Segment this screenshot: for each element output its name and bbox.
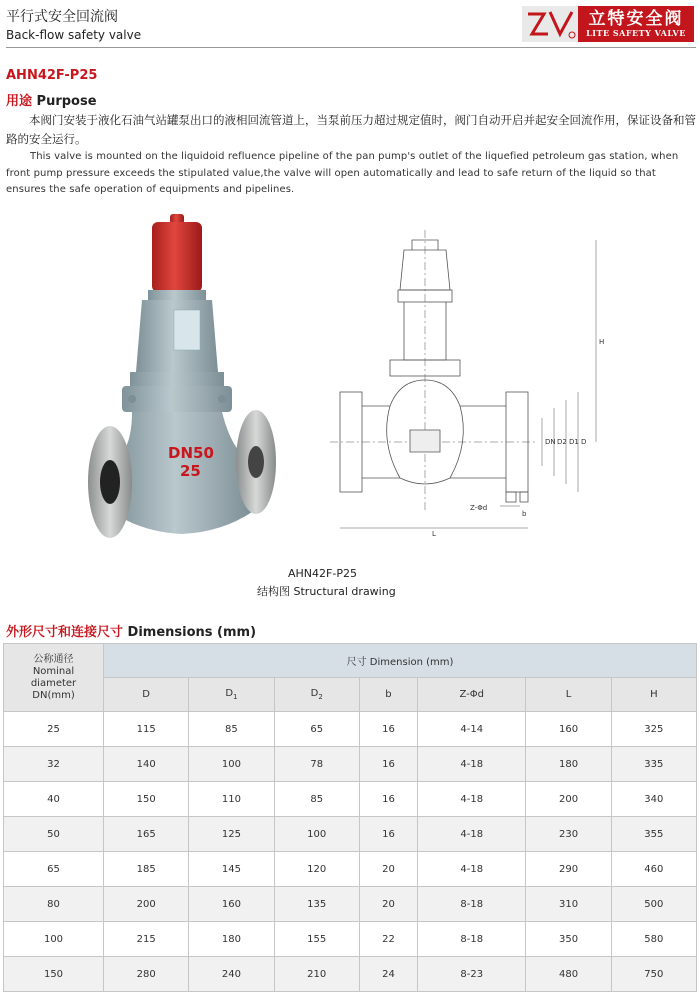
table-cell: 40 <box>4 782 104 817</box>
purpose-text-cn: 本阀门安装于液化石油气站罐泵出口的液相回流管道上，当泵前压力超过规定值时，阀门自动开启并起安全回流作用，保证设备和管路的安全运行。 <box>6 113 696 146</box>
col-header-d2: $D_2$ <box>274 678 359 712</box>
table-cell: 180 <box>189 922 274 957</box>
structural-drawing <box>320 230 620 540</box>
dim-label-d: D <box>581 438 587 446</box>
drawing-caption-title: 结构图 Structural drawing <box>257 585 396 598</box>
table-cell: 85 <box>189 712 274 747</box>
table-cell: 22 <box>359 922 417 957</box>
table-cell: 180 <box>526 747 611 782</box>
table-row <box>4 887 697 922</box>
dim-label-zd: Z-Φd <box>470 504 488 512</box>
table-cell: 310 <box>526 887 611 922</box>
page-header <box>0 0 700 50</box>
table-cell: 8-18 <box>418 922 526 957</box>
table-cell: 500 <box>611 887 696 922</box>
table-cell: 25 <box>4 712 104 747</box>
table-cell: 4-18 <box>418 817 526 852</box>
table-cell: 240 <box>189 957 274 992</box>
brand-logo <box>522 6 694 42</box>
table-cell: 16 <box>359 817 417 852</box>
table-cell: 150 <box>104 782 189 817</box>
table-cell: 8-18 <box>418 887 526 922</box>
table-cell: 200 <box>526 782 611 817</box>
table-cell: 85 <box>274 782 359 817</box>
dim-label-d1: D1 <box>569 438 579 446</box>
col-header-zd: Z-Φd <box>418 678 526 712</box>
table-row <box>4 712 697 747</box>
table-cell: 120 <box>274 852 359 887</box>
table-cell: 750 <box>611 957 696 992</box>
table-cell: 100 <box>4 922 104 957</box>
table-cell: 4-18 <box>418 782 526 817</box>
col-header-d: D <box>104 678 189 712</box>
table-cell: 16 <box>359 782 417 817</box>
dimensions-heading-cn: 外形尺寸和连接尺寸 <box>6 625 124 640</box>
col-header-l: L <box>526 678 611 712</box>
table-cell: 290 <box>526 852 611 887</box>
dim-label-d2: D2 <box>557 438 567 446</box>
table-row <box>4 747 697 782</box>
table-cell: 140 <box>104 747 189 782</box>
table-cell: 185 <box>104 852 189 887</box>
dimensions-heading-en: Dimensions (mm) <box>127 625 257 640</box>
table-cell: 78 <box>274 747 359 782</box>
table-cell: 20 <box>359 852 417 887</box>
table-cell: 340 <box>611 782 696 817</box>
table-cell: 160 <box>526 712 611 747</box>
dimensions-table <box>3 643 697 992</box>
table-cell: 150 <box>4 957 104 992</box>
table-cell: 350 <box>526 922 611 957</box>
product-title-cn: 平行式安全回流阀 <box>6 9 118 25</box>
table-cell: 160 <box>189 887 274 922</box>
brand-mark-icon <box>522 6 578 42</box>
table-cell: 80 <box>4 887 104 922</box>
purpose-text-en: This valve is mounted on the liquidoid refluence pipeline of the pan pump's outlet of the liquefied petroleum gas station, when front pump pressure exceeds the stipulated value,the valve will open automatically and lead to safe return of the liquid so that ensures the safe operation of equipments and pipelines. <box>6 151 679 195</box>
table-cell: 65 <box>274 712 359 747</box>
table-cell: 215 <box>104 922 189 957</box>
table-cell: 4-18 <box>418 852 526 887</box>
purpose-heading <box>6 90 97 109</box>
col-header-b: b <box>359 678 417 712</box>
table-cell: 16 <box>359 712 417 747</box>
dim-label-b: b <box>522 510 527 518</box>
product-title-en: Back-flow safety valve <box>6 28 142 42</box>
table-cell: 280 <box>104 957 189 992</box>
table-cell: 4-14 <box>418 712 526 747</box>
table-cell: 125 <box>189 817 274 852</box>
model-heading: AHN42F-P25 <box>6 68 98 83</box>
table-cell: 165 <box>104 817 189 852</box>
table-cell: 210 <box>274 957 359 992</box>
drawing-caption-model: AHN42F-P25 <box>288 567 357 580</box>
purpose-heading-en: Purpose <box>36 94 97 109</box>
table-cell: 580 <box>611 922 696 957</box>
table-row <box>4 782 697 817</box>
table-cell: 460 <box>611 852 696 887</box>
table-cell: 8-23 <box>418 957 526 992</box>
col-header-d1: $D_1$ <box>189 678 274 712</box>
table-cell: 4-18 <box>418 747 526 782</box>
brand-name-en: LITE SAFETY VALVE <box>586 27 686 38</box>
table-cell: 135 <box>274 887 359 922</box>
table-cell: 115 <box>104 712 189 747</box>
purpose-heading-cn: 用途 <box>6 94 33 109</box>
header-divider <box>6 47 696 48</box>
table-cell: 16 <box>359 747 417 782</box>
table-cell: 145 <box>189 852 274 887</box>
dimension-group-header: 尺寸 Dimension (mm) <box>104 644 697 678</box>
table-cell: 155 <box>274 922 359 957</box>
table-cell: 20 <box>359 887 417 922</box>
dim-label-h: H <box>599 338 605 346</box>
table-cell: 355 <box>611 817 696 852</box>
table-cell: 335 <box>611 747 696 782</box>
table-cell: 65 <box>4 852 104 887</box>
nominal-diameter-header: 公称通径 Nominal diameter DN(mm) <box>4 644 104 712</box>
table-cell: 230 <box>526 817 611 852</box>
table-cell: 110 <box>189 782 274 817</box>
table-row <box>4 957 697 992</box>
brand-name-cn: 立特安全阀 <box>588 8 684 29</box>
table-cell: 100 <box>274 817 359 852</box>
table-cell: 24 <box>359 957 417 992</box>
valve-photo <box>82 212 282 562</box>
table-row <box>4 922 697 957</box>
dim-label-dn: DN <box>545 438 556 446</box>
valve-marking-dn: DN50 <box>168 444 214 462</box>
table-cell: 32 <box>4 747 104 782</box>
table-cell: 100 <box>189 747 274 782</box>
valve-marking-pn: 25 <box>180 462 201 480</box>
table-cell: 200 <box>104 887 189 922</box>
table-cell: 480 <box>526 957 611 992</box>
col-header-h: H <box>611 678 696 712</box>
dim-label-l: L <box>432 530 436 538</box>
table-cell: 50 <box>4 817 104 852</box>
table-cell: 325 <box>611 712 696 747</box>
table-row <box>4 852 697 887</box>
dimensions-heading <box>6 621 256 640</box>
table-row <box>4 817 697 852</box>
